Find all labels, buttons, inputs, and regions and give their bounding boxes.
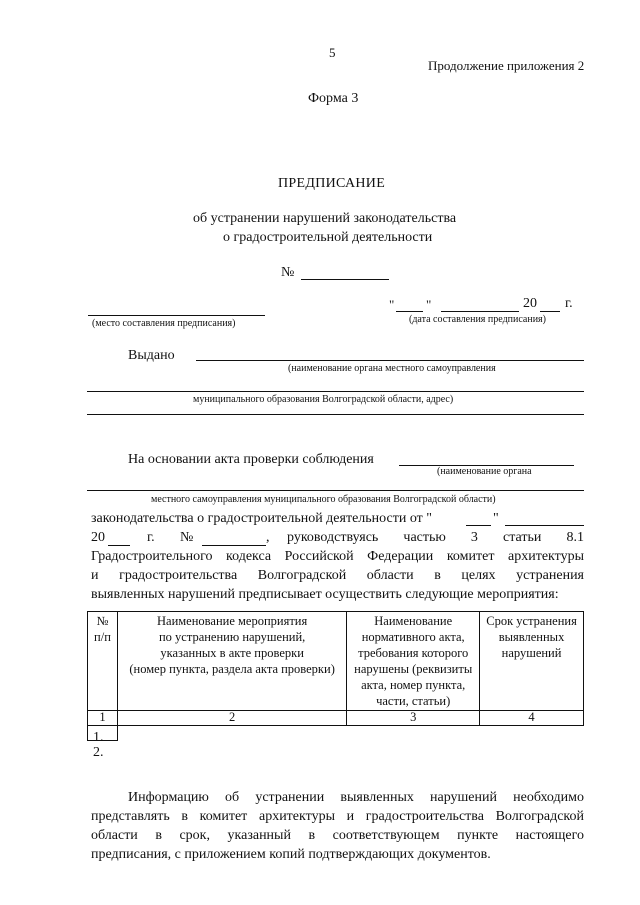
number-blank-line bbox=[301, 279, 389, 280]
basis-number-sign: № bbox=[180, 530, 194, 545]
column-number-1: 1 bbox=[88, 711, 118, 726]
basis-act-year-blank bbox=[108, 545, 130, 546]
basis-line1: На основании акта проверки соблюдения bbox=[128, 452, 374, 467]
header-cell-normative-act: Наименование нормативного акта, требования которого нарушены (реквизиты акта, номер пункта, части, статьи) bbox=[347, 612, 480, 711]
date-year-blank bbox=[540, 311, 560, 312]
basis-line5: и градостроительства Волгоградской области в целях устранения bbox=[91, 568, 584, 583]
document-subtitle-line2: о градостроительной деятельности bbox=[223, 230, 433, 245]
appendix-note: Продолжение приложения 2 bbox=[428, 58, 585, 73]
table-empty-row bbox=[88, 726, 584, 741]
column-number-3: 3 bbox=[347, 711, 480, 726]
basis-year-g: г. bbox=[147, 530, 155, 545]
date-caption: (дата составления предписания) bbox=[409, 314, 546, 325]
table-header-row bbox=[88, 612, 584, 711]
issued-label: Выдано bbox=[128, 348, 175, 363]
page-number: 5 bbox=[329, 45, 336, 60]
closing-line4: предписания, с приложением копий подтверждающих документов. bbox=[91, 847, 491, 862]
closing-line2: представлять в комитет архитектуры и градостроительства Волгоградской bbox=[91, 809, 584, 824]
date-year-prefix: 20 bbox=[523, 296, 537, 311]
basis-line4: Градостроительного кодекса Российской Федерации комитет архитектуры bbox=[91, 549, 584, 564]
date-quote-open: " bbox=[389, 297, 395, 312]
form-label: Форма 3 bbox=[308, 91, 359, 106]
basis-organ-blank2 bbox=[87, 490, 584, 491]
document-subtitle-line1: об устранении нарушений законодательства bbox=[193, 211, 457, 226]
closing-line1: Информацию об устранении выявленных нарушений необходимо bbox=[128, 790, 584, 805]
document-title: ПРЕДПИСАНИЕ bbox=[278, 176, 386, 191]
column-number-4: 4 bbox=[480, 711, 584, 726]
basis-line2: законодательства о градостроительной деятельности от " bbox=[91, 511, 432, 526]
basis-quote-close: " bbox=[493, 511, 499, 526]
issued-blank-line3 bbox=[87, 414, 584, 415]
basis-act-day-blank bbox=[466, 525, 491, 526]
column-number-2: 2 bbox=[117, 711, 346, 726]
closing-line3: области в срок, указанный в соответствующем пункте настоящего bbox=[91, 828, 584, 843]
basis-comma: , bbox=[266, 530, 270, 545]
list-item: 1. bbox=[93, 730, 104, 745]
issued-blank-line1 bbox=[196, 360, 584, 361]
place-blank-line bbox=[88, 315, 265, 316]
number-prefix: № bbox=[281, 265, 295, 280]
issued-caption1: (наименование органа местного самоуправления bbox=[288, 363, 496, 374]
basis-line3-rest: руководствуясь частью 3 статьи 8.1 bbox=[287, 530, 584, 545]
date-month-blank bbox=[441, 311, 519, 312]
issued-caption2: муниципального образования Волгоградской области, адрес) bbox=[193, 394, 454, 405]
basis-line6: выявленных нарушений предписывает осуществить следующие мероприятия: bbox=[91, 587, 559, 602]
date-year-suffix: г. bbox=[565, 296, 573, 311]
place-caption: (место составления предписания) bbox=[92, 318, 236, 329]
date-quote-close: " bbox=[426, 297, 432, 312]
header-cell-measure: Наименование мероприятия по устранению нарушений, указанных в акте проверки (номер пункта, раздела акта проверки) bbox=[117, 612, 346, 711]
basis-caption2: местного самоуправления муниципального образования Волгоградской области) bbox=[151, 494, 496, 505]
list-item: 2. bbox=[93, 745, 104, 760]
measures-table bbox=[87, 611, 584, 741]
header-cell-number: № п/п bbox=[88, 612, 118, 711]
column-numbers-row bbox=[88, 711, 584, 726]
basis-year-prefix: 20 bbox=[91, 530, 105, 545]
basis-act-month-blank bbox=[505, 525, 584, 526]
issued-blank-line2 bbox=[87, 391, 584, 392]
header-cell-deadline: Срок устранения выявленных нарушений bbox=[480, 612, 584, 711]
basis-caption1: (наименование органа bbox=[437, 466, 532, 477]
basis-act-number-blank bbox=[202, 545, 266, 546]
date-day-blank bbox=[396, 311, 423, 312]
